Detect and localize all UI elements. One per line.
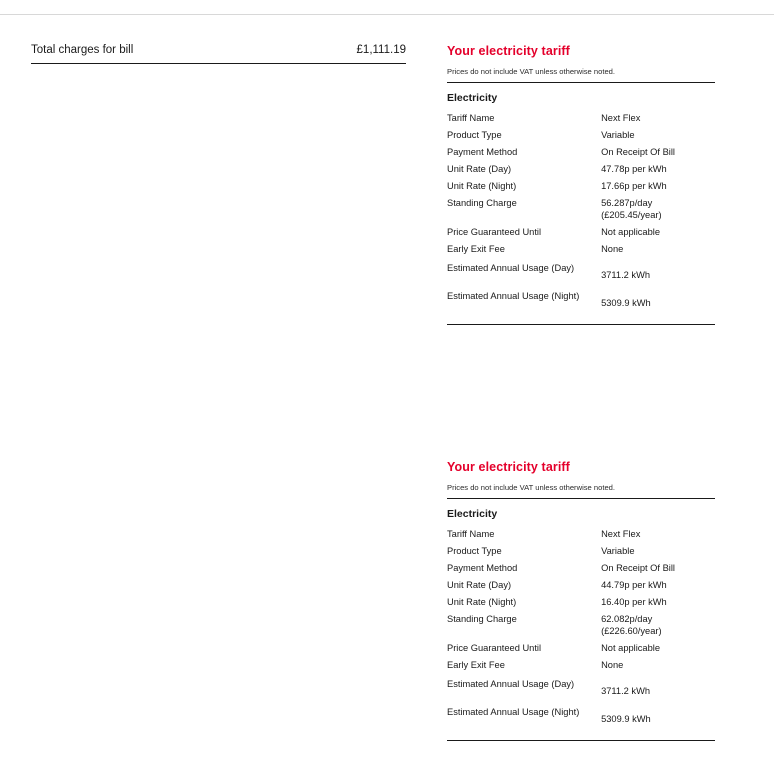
table-row — [447, 127, 715, 144]
table-row — [447, 577, 715, 594]
row-label: Tariff Name — [447, 528, 495, 539]
table-row — [447, 259, 715, 288]
row-value: Not applicable — [601, 226, 661, 237]
tariff-title-1: Your electricity tariff — [447, 44, 570, 58]
row-value: 3711.2 kWh — [601, 685, 651, 696]
table-row — [447, 703, 715, 732]
table-row — [447, 640, 715, 657]
row-label: Estimated Annual Usage (Night) — [447, 707, 580, 718]
page-top-divider — [0, 14, 774, 15]
table-row — [447, 110, 715, 127]
tariff-title-2: Your electricity tariff — [447, 460, 570, 474]
table-row — [447, 241, 715, 258]
fuel-heading-2: Electricity — [447, 508, 498, 520]
electricity-tariff-block-2 — [447, 460, 715, 741]
table-row — [447, 543, 715, 560]
electricity-tariff-block-1 — [447, 44, 715, 325]
table-row — [447, 657, 715, 674]
row-label: Standing Charge — [447, 613, 517, 624]
row-value: On Receipt Of Bill — [601, 146, 675, 157]
row-value: Variable — [601, 129, 635, 140]
vat-note-1: Prices do not include VAT unless otherwise noted. — [447, 67, 715, 83]
row-label: Payment Method — [447, 562, 518, 573]
row-label: Payment Method — [447, 146, 518, 157]
row-value: 56.287p/day (£205.45/year) — [601, 197, 662, 220]
row-label: Tariff Name — [447, 112, 495, 123]
row-value: None — [601, 244, 624, 255]
row-value: On Receipt Of Bill — [601, 562, 675, 573]
table-row — [447, 560, 715, 577]
total-charges-value: £1,111.19 — [356, 44, 406, 56]
row-label: Unit Rate (Night) — [447, 596, 517, 607]
tariff-details-table-1 — [447, 110, 715, 316]
tariff-block-divider-1 — [447, 324, 715, 325]
row-value: 5309.9 kWh — [601, 714, 651, 725]
table-row — [447, 144, 715, 161]
row-label: Estimated Annual Usage (Day) — [447, 678, 575, 689]
row-label: Estimated Annual Usage (Day) — [447, 262, 575, 273]
table-row — [447, 224, 715, 241]
row-value: 47.78p per kWh — [601, 163, 667, 174]
row-label: Estimated Annual Usage (Night) — [447, 291, 580, 302]
row-value: Variable — [601, 545, 635, 556]
total-charges-label: Total charges for bill — [31, 44, 134, 56]
tariff-details-table-2 — [447, 526, 715, 732]
row-value: 16.40p per kWh — [601, 596, 667, 607]
row-value: 44.79p per kWh — [601, 579, 667, 590]
row-value: None — [601, 660, 624, 671]
vat-note-2: Prices do not include VAT unless otherwise noted. — [447, 483, 715, 499]
row-value: Next Flex — [601, 112, 641, 123]
table-row — [447, 195, 715, 224]
row-label: Early Exit Fee — [447, 244, 505, 255]
row-label: Standing Charge — [447, 197, 517, 208]
table-row — [447, 526, 715, 543]
row-label: Product Type — [447, 129, 502, 140]
table-row — [447, 611, 715, 640]
row-value: Not applicable — [601, 642, 661, 653]
table-row — [447, 287, 715, 316]
row-value: 3711.2 kWh — [601, 269, 651, 280]
row-label: Unit Rate (Night) — [447, 180, 517, 191]
row-label: Product Type — [447, 545, 502, 556]
row-label: Price Guaranteed Until — [447, 642, 542, 653]
total-charges-row — [31, 44, 406, 64]
row-label: Early Exit Fee — [447, 660, 505, 671]
table-row — [447, 178, 715, 195]
row-value: 62.082p/day (£226.60/year) — [601, 613, 662, 636]
total-charges-section — [31, 44, 406, 64]
row-label: Price Guaranteed Until — [447, 226, 542, 237]
row-value: 5309.9 kWh — [601, 298, 651, 309]
table-row — [447, 594, 715, 611]
fuel-heading-1: Electricity — [447, 92, 498, 104]
table-row — [447, 675, 715, 704]
row-label: Unit Rate (Day) — [447, 579, 512, 590]
row-label: Unit Rate (Day) — [447, 163, 512, 174]
row-value: 17.66p per kWh — [601, 180, 667, 191]
tariff-block-divider-2 — [447, 740, 715, 741]
table-row — [447, 161, 715, 178]
row-value: Next Flex — [601, 528, 641, 539]
